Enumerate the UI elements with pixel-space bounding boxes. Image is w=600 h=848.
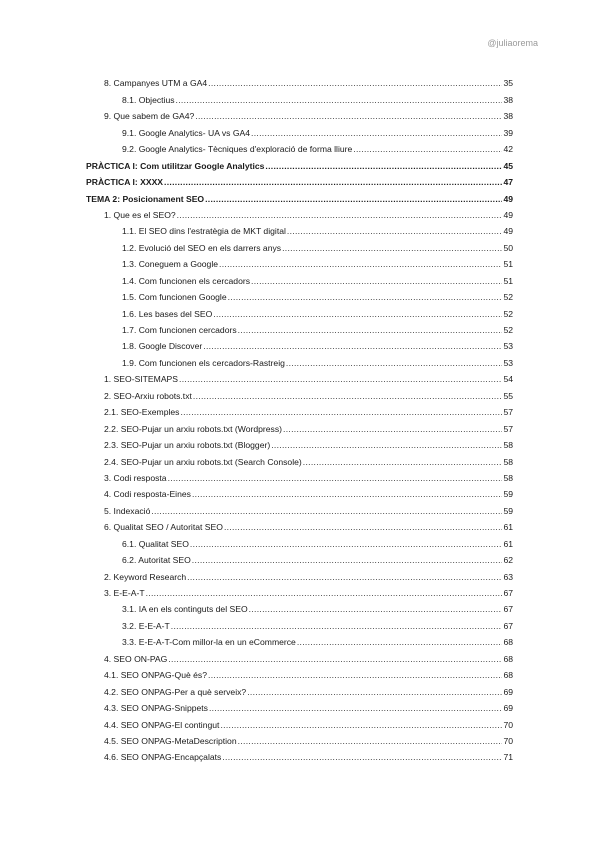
toc-entry[interactable] — [86, 417, 513, 433]
toc-page-number: 67 — [503, 604, 513, 615]
toc-dot-leader — [287, 226, 503, 236]
toc-entry[interactable] — [86, 680, 513, 696]
toc-page-number: 68 — [503, 653, 513, 664]
toc-page-number: 47 — [503, 177, 513, 188]
toc-dot-leader — [151, 506, 502, 516]
toc-entry-title: 9.2. Google Analytics- Tècniques d'exploració de forma lliure — [122, 144, 353, 155]
toc-dot-leader — [176, 95, 503, 105]
toc-entry[interactable] — [86, 253, 513, 269]
toc-page-number: 67 — [503, 620, 513, 631]
toc-entry[interactable] — [86, 138, 513, 154]
toc-dot-leader — [353, 144, 502, 154]
toc-entry[interactable] — [86, 105, 513, 121]
toc-entry-title: 4. SEO ON-PAG — [104, 653, 168, 664]
toc-dot-leader — [187, 572, 502, 582]
toc-dot-leader — [283, 424, 502, 434]
toc-dot-leader — [195, 111, 502, 121]
toc-dot-leader — [205, 194, 502, 204]
toc-entry[interactable] — [86, 483, 513, 499]
toc-entry-title: 2. SEO-Arxiu robots.txt — [104, 390, 192, 401]
toc-page-number: 68 — [503, 637, 513, 648]
toc-entry[interactable] — [86, 631, 513, 647]
toc-entry[interactable] — [86, 565, 513, 581]
toc-page-number: 51 — [503, 259, 513, 270]
toc-dot-leader — [220, 720, 502, 730]
toc-entry[interactable] — [86, 434, 513, 450]
toc-entry[interactable] — [86, 302, 513, 318]
toc-dot-leader — [192, 489, 503, 499]
toc-page-number: 61 — [503, 522, 513, 533]
toc-dot-leader — [282, 243, 502, 253]
toc-entry-title: 3.3. E-E-A-T-Com millor-la en un eCommerce — [122, 637, 296, 648]
toc-dot-leader — [251, 128, 502, 138]
toc-entry-title: 4.1. SEO ONPAG-Què és? — [104, 670, 208, 681]
toc-entry-title: 2.3. SEO-Pujar un arxiu robots.txt (Blogger) — [104, 440, 271, 451]
toc-entry[interactable] — [86, 269, 513, 285]
toc-page-number: 53 — [503, 341, 513, 352]
toc-dot-leader — [238, 325, 503, 335]
toc-dot-leader — [171, 621, 503, 631]
toc-page-number: 38 — [503, 111, 513, 122]
toc-dot-leader — [209, 703, 502, 713]
toc-entry[interactable] — [86, 335, 513, 351]
toc-page-number: 57 — [503, 423, 513, 434]
toc-page-number: 63 — [503, 571, 513, 582]
toc-dot-leader — [286, 358, 503, 368]
toc-entry-title: 3.2. E-E-A-T — [122, 620, 170, 631]
toc-page-number: 49 — [503, 226, 513, 237]
toc-entry[interactable] — [86, 286, 513, 302]
toc-page-number: 54 — [503, 374, 513, 385]
toc-dot-leader — [249, 604, 503, 614]
toc-entry[interactable] — [86, 450, 513, 466]
toc-entry[interactable] — [86, 516, 513, 532]
toc-entry-title: 8. Campanyes UTM a GA4 — [104, 78, 208, 89]
toc-page-number: 55 — [503, 390, 513, 401]
toc-entry-title: 9.1. Google Analytics- UA vs GA4 — [122, 127, 251, 138]
toc-entry[interactable] — [86, 697, 513, 713]
toc-entry[interactable] — [86, 614, 513, 630]
toc-entry-title: 8.1. Objectius — [122, 94, 175, 105]
toc-entry[interactable] — [86, 319, 513, 335]
toc-entry-title: 2.1. SEO-Exemples — [104, 407, 180, 418]
toc-dot-leader — [303, 457, 503, 467]
toc-page-number: 51 — [503, 275, 513, 286]
toc-dot-leader — [222, 752, 502, 762]
toc-entry-title: 1.2. Evolució del SEO en els darrers anys — [122, 242, 282, 253]
toc-page-number: 58 — [503, 472, 513, 483]
toc-page-number: 45 — [503, 160, 513, 171]
toc-page-number: 52 — [503, 292, 513, 303]
toc-page-number: 50 — [503, 242, 513, 253]
toc-entry-title: 3.1. IA en els continguts del SEO — [122, 604, 248, 615]
toc-page-number: 42 — [503, 144, 513, 155]
toc-entry[interactable] — [86, 204, 513, 220]
toc-entry[interactable] — [86, 171, 513, 187]
toc-entry-title: 2.2. SEO-Pujar un arxiu robots.txt (Wordpress) — [104, 423, 282, 434]
toc-dot-leader — [297, 637, 503, 647]
toc-entry[interactable] — [86, 549, 513, 565]
toc-entry[interactable] — [86, 384, 513, 400]
toc-entry[interactable] — [86, 713, 513, 729]
toc-page-number: 59 — [503, 489, 513, 500]
toc-entry-title: 1.6. Les bases del SEO — [122, 308, 213, 319]
toc-dot-leader — [203, 341, 502, 351]
toc-page-number: 69 — [503, 686, 513, 697]
toc-page-number: 68 — [503, 670, 513, 681]
toc-entry-title: 1.8. Google Discover — [122, 341, 203, 352]
toc-dot-leader — [179, 374, 502, 384]
toc-entry[interactable] — [86, 746, 513, 762]
toc-dot-leader — [219, 259, 502, 269]
table-of-contents — [86, 72, 513, 762]
toc-entry[interactable] — [86, 187, 513, 203]
toc-dot-leader — [168, 654, 502, 664]
toc-dot-leader — [251, 276, 502, 286]
toc-page-number: 38 — [503, 94, 513, 105]
toc-entry[interactable] — [86, 467, 513, 483]
toc-page-number: 52 — [503, 325, 513, 335]
toc-dot-leader — [224, 522, 503, 532]
toc-entry-title: 5. Indexació — [104, 505, 151, 516]
toc-entry-title: 2. Keyword Research — [104, 571, 187, 582]
toc-entry[interactable] — [86, 220, 513, 236]
watermark: @juliaorema — [487, 38, 538, 48]
toc-entry[interactable] — [86, 730, 513, 746]
toc-page-number: 71 — [503, 752, 513, 763]
toc-entry[interactable] — [86, 499, 513, 515]
toc-entry-title: 2.4. SEO-Pujar un arxiu robots.txt (Search Console) — [104, 456, 302, 467]
toc-page-number: 67 — [503, 588, 513, 598]
toc-entry-title: TEMA 2: Posicionament SEO — [86, 193, 205, 204]
toc-dot-leader — [164, 177, 502, 187]
toc-page-number: 35 — [503, 78, 513, 89]
toc-page-number: 53 — [503, 357, 513, 368]
toc-entry[interactable] — [86, 664, 513, 680]
toc-page-number: 61 — [503, 538, 513, 549]
toc-entry-title: 1.1. El SEO dins l'estratègia de MKT digital — [122, 226, 286, 237]
toc-dot-leader — [146, 588, 503, 598]
toc-entry-title: 1.9. Com funcionen els cercadors-Rastreig — [122, 357, 285, 368]
toc-entry-title: 6.2. Autoritat SEO — [122, 555, 191, 566]
toc-entry-title: 1. SEO-SITEMAPS — [104, 374, 179, 385]
toc-entry-title: 1.5. Com funcionen Google — [122, 292, 227, 303]
toc-entry-title: 4.4. SEO ONPAG-El contingut — [104, 719, 220, 730]
toc-page-number: 62 — [503, 555, 513, 566]
toc-entry-title: 1.4. Com funcionen els cercadors — [122, 275, 251, 286]
toc-entry-title: 1.7. Com funcionen cercadors — [122, 325, 237, 335]
toc-entry[interactable] — [86, 532, 513, 548]
toc-dot-leader — [228, 292, 503, 302]
toc-page-number: 57 — [503, 407, 513, 418]
toc-entry[interactable] — [86, 401, 513, 417]
toc-page-number: 58 — [503, 456, 513, 467]
toc-dot-leader — [265, 161, 502, 171]
toc-dot-leader — [168, 473, 503, 483]
toc-entry-title: 4. Codi resposta-Eines — [104, 489, 191, 500]
toc-page-number: 49 — [503, 209, 513, 220]
toc-entry[interactable] — [86, 368, 513, 384]
toc-page-number: 70 — [503, 735, 513, 746]
toc-entry-title: 4.5. SEO ONPAG-MetaDescription — [104, 735, 237, 746]
toc-entry[interactable] — [86, 88, 513, 104]
toc-entry[interactable] — [86, 598, 513, 614]
toc-dot-leader — [177, 210, 503, 220]
toc-dot-leader — [190, 539, 503, 549]
toc-page-number: 58 — [503, 440, 513, 451]
toc-entry[interactable] — [86, 72, 513, 88]
toc-entry-title: 6.1. Qualitat SEO — [122, 538, 189, 549]
toc-entry-title: 3. E-E-A-T — [104, 588, 145, 598]
toc-entry[interactable] — [86, 154, 513, 170]
toc-entry-title: 1.3. Coneguem a Google — [122, 259, 219, 270]
toc-page-number: 69 — [503, 703, 513, 714]
toc-entry-title: PRÀCTICA I: Com utilitzar Google Analytics — [86, 160, 265, 171]
toc-entry[interactable] — [86, 582, 513, 598]
toc-page-number: 59 — [503, 505, 513, 516]
toc-entry[interactable] — [86, 647, 513, 663]
toc-dot-leader — [208, 78, 502, 88]
toc-dot-leader — [193, 391, 503, 401]
toc-page-number: 52 — [503, 308, 513, 319]
toc-page-number: 39 — [503, 127, 513, 138]
toc-entry-title: 4.6. SEO ONPAG-Encapçalats — [104, 752, 222, 763]
toc-dot-leader — [192, 555, 503, 565]
toc-dot-leader — [238, 736, 503, 746]
toc-entry-title: PRÀCTICA I: XXXX — [86, 177, 164, 188]
toc-entry[interactable] — [86, 236, 513, 252]
toc-entry-title: 9. Que sabem de GA4? — [104, 111, 195, 122]
toc-entry-title: 4.3. SEO ONPAG-Snippets — [104, 703, 208, 714]
toc-dot-leader — [180, 407, 502, 417]
toc-entry-title: 3. Codi resposta — [104, 472, 167, 483]
toc-page-number: 49 — [503, 193, 513, 204]
toc-dot-leader — [247, 687, 502, 697]
toc-entry-title: 4.2. SEO ONPAG-Per a què serveix? — [104, 686, 247, 697]
toc-dot-leader — [208, 670, 502, 680]
toc-dot-leader — [271, 440, 502, 450]
toc-dot-leader — [213, 309, 502, 319]
toc-entry[interactable] — [86, 351, 513, 367]
toc-page-number: 70 — [503, 719, 513, 730]
toc-entry-title: 1. Que es el SEO? — [104, 209, 176, 220]
toc-entry-title: 6. Qualitat SEO / Autoritat SEO — [104, 522, 223, 533]
toc-entry[interactable] — [86, 121, 513, 137]
